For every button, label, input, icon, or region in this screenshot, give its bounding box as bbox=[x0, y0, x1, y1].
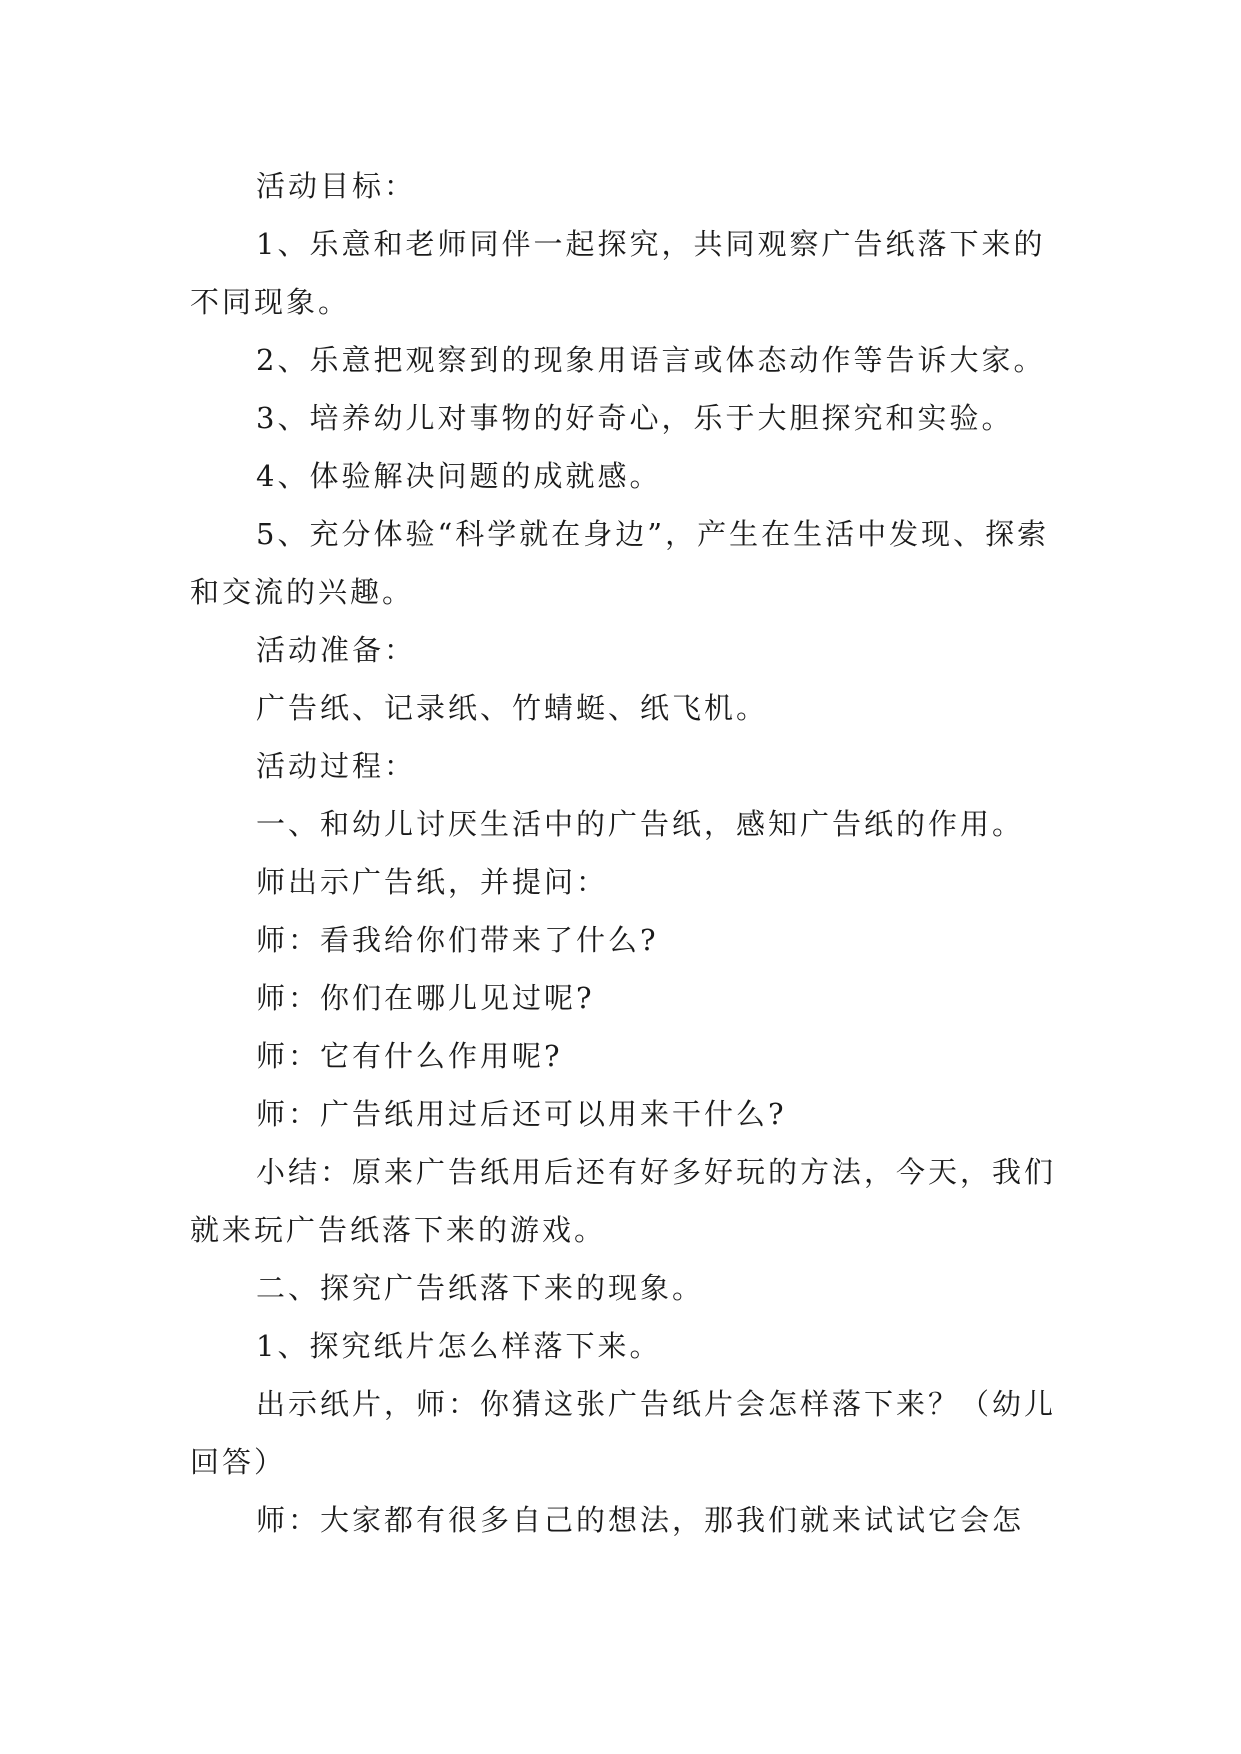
paragraph-question-3: 师：它有什么作用呢? bbox=[256, 1039, 563, 1073]
paragraph-summary: 小结：原来广告纸用后还有好多好玩的方法，今天，我们就来玩广告纸落下来的游戏。 bbox=[190, 1155, 1057, 1247]
paragraph-goal-2: 2、乐意把观察到的现象用语言或体态动作等告诉大家。 bbox=[256, 343, 1046, 377]
paragraph-goal-4: 4、体验解决问题的成就感。 bbox=[256, 459, 662, 493]
paragraph-show-paper: 出示纸片，师：你猜这张广告纸片会怎样落下来？（幼儿回答） bbox=[190, 1387, 1057, 1479]
document-body bbox=[190, 157, 1070, 1549]
paragraph-question-4: 师：广告纸用过后还可以用来干什么? bbox=[256, 1097, 787, 1131]
paragraph-substep-1: 1、探究纸片怎么样落下来。 bbox=[256, 1329, 662, 1363]
paragraph-process-step-2: 二、探究广告纸落下来的现象。 bbox=[256, 1271, 705, 1305]
paragraph-question-2: 师：你们在哪儿见过呢? bbox=[256, 981, 595, 1015]
paragraph-question-1: 师：看我给你们带来了什么? bbox=[256, 923, 659, 957]
paragraph-goal-1: 1、乐意和老师同伴一起探究，共同观察广告纸落下来的不同现象。 bbox=[190, 227, 1046, 319]
paragraph-goal-5: 5、充分体验“科学就在身边”，产生在生活中发现、探索和交流的兴趣。 bbox=[190, 517, 1050, 609]
paragraph-activity-goals-heading: 活动目标： bbox=[256, 169, 417, 203]
paragraph-teacher-shows: 师出示广告纸，并提问： bbox=[256, 865, 609, 899]
paragraph-goal-3: 3、培养幼儿对事物的好奇心，乐于大胆探究和实验。 bbox=[256, 401, 1014, 435]
paragraph-teacher-try: 师：大家都有很多自己的想法，那我们就来试试它会怎 bbox=[256, 1503, 1025, 1537]
paragraph-preparation-items: 广告纸、记录纸、竹蜻蜓、纸飞机。 bbox=[256, 691, 769, 725]
paragraph-process-heading: 活动过程： bbox=[256, 749, 417, 783]
paragraph-process-step-1: 一、和幼儿讨厌生活中的广告纸，感知广告纸的作用。 bbox=[256, 807, 1025, 841]
paragraph-preparation-heading: 活动准备： bbox=[256, 633, 417, 667]
